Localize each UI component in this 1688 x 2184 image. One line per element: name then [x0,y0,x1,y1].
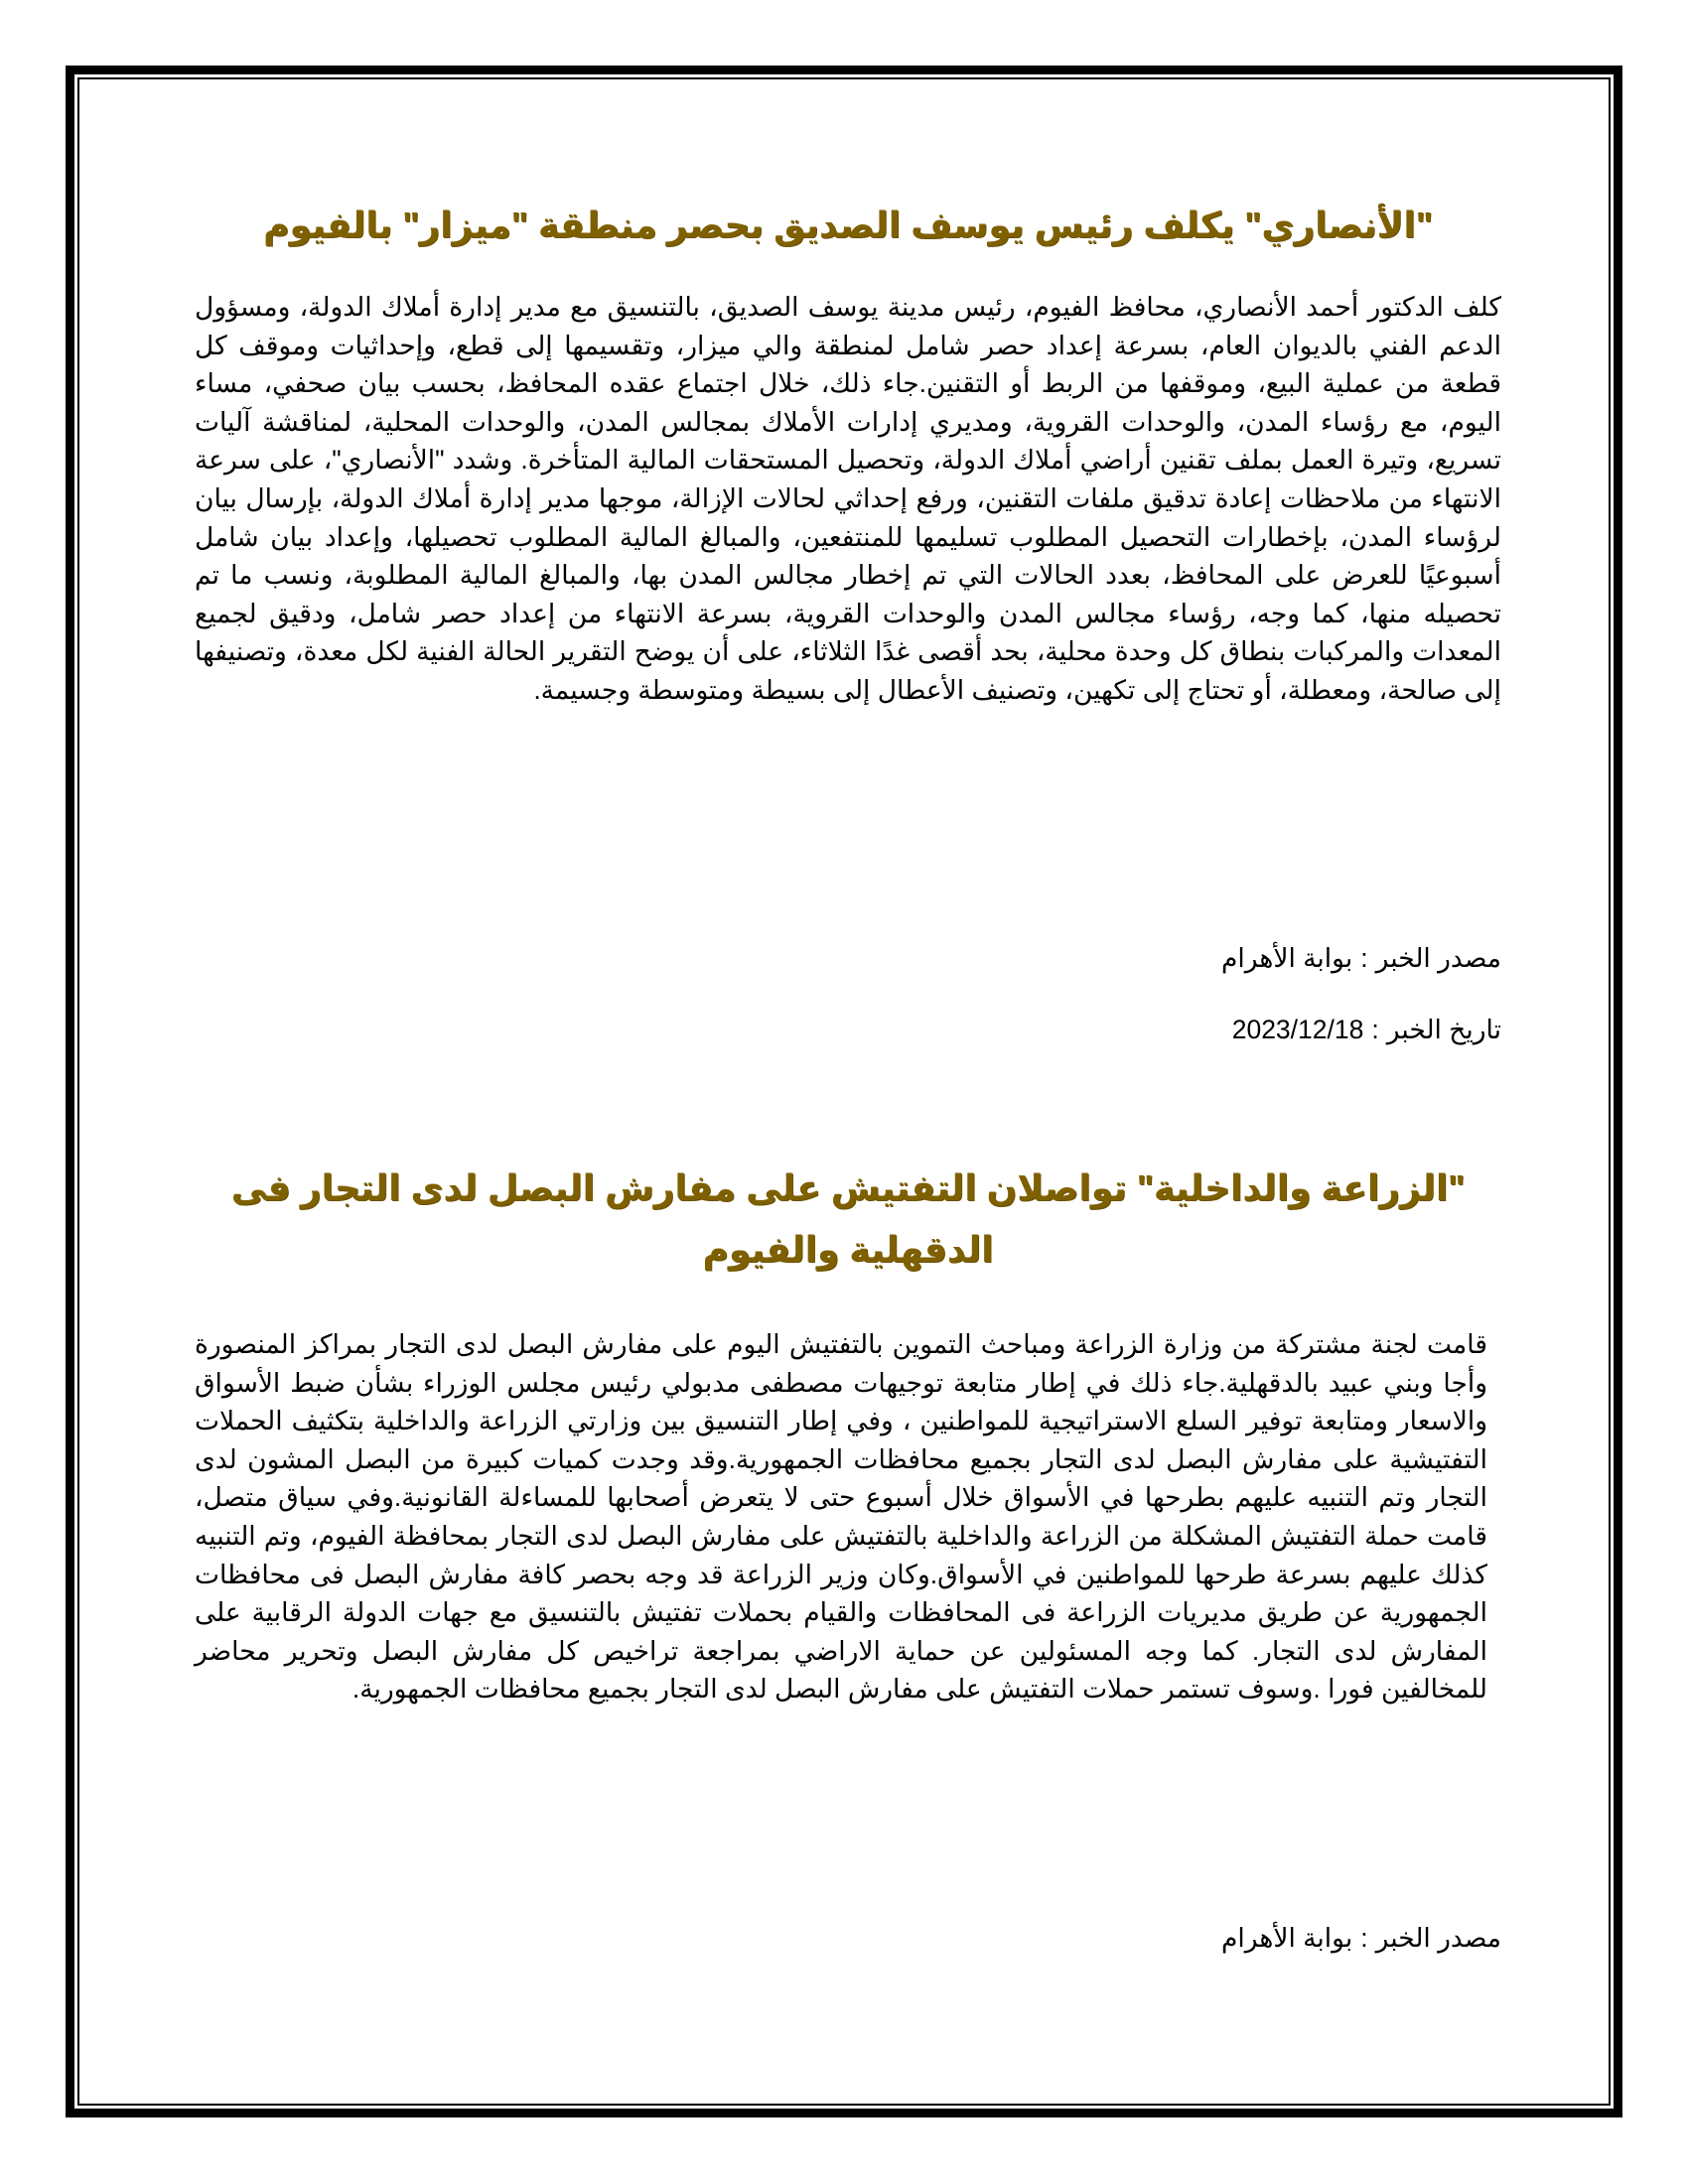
source-value: بوابة الأهرام [1221,943,1353,973]
article-body: كلف الدكتور أحمد الأنصاري، محافظ الفيوم، رئيس مدينة يوسف الصديق، بالتنسيق مع مدير إدارة أملاك الدولة، ومسؤول الدعم الفني بالديوان العام، بسرعة إعداد حصر شامل لمنطقة والي ميزار، وتقسيمها إلى قطع، وإحداثيات وموقف كل قطعة من عملية البيع، وموقفها من الربط أو التقنين.جاء ذلك، خلال اجتماع عقده المحافظ، بحسب بيان صحفي، مساء اليوم، مع رؤساء المدن، والوحدات القروية، ومديري إدارات الأملاك بمجالس المدن، والوحدات المحلية، لمناقشة آليات تسريع، وتيرة العمل بملف تقنين أراضي أملاك الدولة، وتحصيل المستحقات المالية المتأخرة. وشدد "الأنصاري"، على سرعة الانتهاء من ملاحظات إعادة تدقيق ملفات التقنين، ورفع إحداثي لحالات الإزالة، موجها مدير إدارة أملاك الدولة، بإرسال بيان لرؤساء المدن، بإخطارات التحصيل المطلوب تسليمها للمنتفعين، والمبالغ المالية المطلوب تحصيلها، وإعداد بيان شامل أسبوعيًا للعرض على المحافظ، بعدد الحالات التي تم إخطار مجالس المدن بها، والمبالغ المالية المطلوبة، ونسب ما تم تحصيله منها، كما وجه، رؤساء مجالس المدن والوحدات القروية، بسرعة الانتهاء من إعداد حصر شامل، ودقيق لجميع المعدات والمركبات بنطاق كل وحدة محلية، بحد أقصى غدًا الثلاثاء، على أن يوضح التقرير الحالة الفنية لكل معدة، وتصنيفها إلى صالحة، ومعطلة، أو تحتاج إلى تكهين، وتصنيف الأعطال إلى بسيطة ومتوسطة وجسيمة. [195,292,1501,705]
source-line [1221,939,1501,977]
separator-colon: : [1371,1015,1379,1044]
article-title: "الأنصاري" يكلف رئيس يوسف الصديق بحصر منطقة "ميزار" بالفيوم [263,205,1433,245]
source-label: مصدر الخبر [1375,943,1501,973]
source-line [1221,1919,1501,1957]
article-body: قامت لجنة مشتركة من وزارة الزراعة ومباحث التموين بالتفتيش اليوم على مفارش البصل لدى التجار بمراكز المنصورة وأجا وبني عبيد بالدقهلية.جاء ذلك في إطار متابعة توجيهات مصطفى مدبولي رئيس مجلس الوزراء بشأن ضبط الأسواق والاسعار ومتابعة توفير السلع الاستراتيجية للمواطنين ، وفي إطار التنسيق بين وزارتي الزراعة والداخلية بتكثيف الحملات التفتيشية على مفارش البصل لدى التجار بجميع محافظات الجمهورية.وقد وجدت كميات كبيرة من البصل المشون لدى التجار وتم التنبيه عليهم بطرحها في الأسواق خلال أسبوع حتى لا يتعرض أصحابها للمساءلة القانونية.وفي سياق متصل، قامت حملة التفتيش المشكلة من الزراعة والداخلية بالتفتيش على مفارش البصل لدى التجار بمحافظة الفيوم، وتم التنبيه كذلك عليهم بسرعة طرحها للمواطنين في الأسواق.وكان وزير الزراعة قد وجه بحصر كافة مفارش البصل فى محافظات الجمهورية عن طريق مديريات الزراعة فى المحافظات والقيام بحملات تفتيش بالتنسيق مع جهات الدولة الرقابية على المفارش لدى التجار. كما وجه المسئولين عن حماية الاراضي بمراجعة تراخيص كل مفارش البصل وتحرير محاضر للمخالفين فورا .وسوف تستمر حملات التفتيش على مفارش البصل لدى التجار بجميع محافظات الجمهورية. [195,1329,1487,1705]
article-title: "الزراعة والداخلية" تواصلان التفتيش على مفارش البصل لدى التجار فى الدقهلية والفيوم [230,1167,1466,1270]
separator-colon: : [1360,943,1368,973]
date-value: 2023/12/18 [1231,1015,1364,1044]
source-value: بوابة الأهرام [1221,1923,1353,1953]
date-line [1232,1011,1501,1048]
separator-colon: : [1360,1923,1368,1953]
date-label: تاريخ الخبر [1386,1015,1501,1044]
source-label: مصدر الخبر [1375,1923,1501,1953]
